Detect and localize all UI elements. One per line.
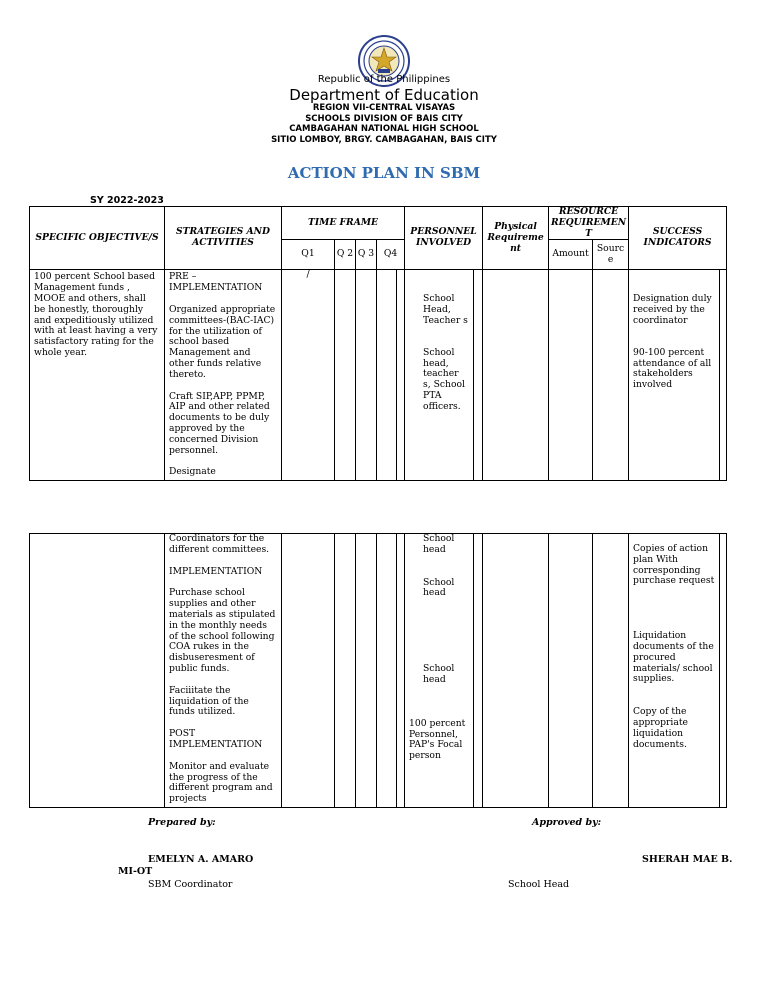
q4-extra-cell <box>397 270 405 481</box>
header-success: SUCCESS INDICATORS <box>629 207 727 270</box>
department-text: Department of Education <box>289 86 479 104</box>
header-q3: Q 3 <box>356 240 377 270</box>
personnel-item: School Head, Teacher s <box>423 293 468 326</box>
personnel-cell-page2 <box>405 534 474 808</box>
header-resource: RESOURCE REQUIREMEN T <box>549 207 629 240</box>
strategy-item: Faciiitate the liquidation of the funds utilized. <box>169 684 249 718</box>
success-cell-page2 <box>629 534 720 808</box>
preparer-name: EMELYN A. AMARO <box>148 854 254 865</box>
strategy-item: Coordinators for the different committees. <box>169 533 270 555</box>
page-title: ACTION PLAN IN SBM <box>287 164 481 182</box>
approver-name: SHERAH MAE B. <box>642 854 733 865</box>
strategy-item: Monitor and evaluate the progress of the different program and projects <box>169 760 273 805</box>
amount-cell <box>549 534 593 808</box>
approver-role: School Head <box>508 879 570 890</box>
action-plan-table-page1 <box>29 206 727 481</box>
strategy-item: PRE – IMPLEMENTATION <box>169 271 263 294</box>
physical-cell <box>483 270 549 481</box>
q4-extra-cell <box>397 534 405 808</box>
source-cell <box>593 534 629 808</box>
q4-cell <box>377 534 397 808</box>
header-q1: Q1 <box>282 240 335 270</box>
strategies-cell-page1 <box>165 270 282 481</box>
strategy-item: Organized appropriate committees-(BAC-IAC) for the utilization of school based Management and other funds relative thereto. <box>169 303 276 380</box>
success-item: Liquidation documents of the procured materials/ school supplies. <box>633 630 714 685</box>
personnel-item: School head <box>423 576 455 599</box>
objective-cell: 100 percent School based Management funds , MOOE and others, shall be honestly, thoroughly and expeditiously utilized with at least having a very satisfactory rating for the whole year. <box>30 270 165 481</box>
address-text: SITIO LOMBOY, BRGY. CAMBAGAHAN, BAIS CITY <box>271 134 497 145</box>
header-physical: Physical Requireme nt <box>483 207 549 270</box>
header-amount: Amount <box>549 240 593 270</box>
amount-cell <box>549 270 593 481</box>
q1-mark: / <box>306 269 310 281</box>
personnel-item: 100 percent Personnel, PAP's Focal person <box>409 717 466 762</box>
header-timeframe: TIME FRAME <box>282 207 405 240</box>
q2-cell <box>335 534 356 808</box>
success-item: 90-100 percent attendance of all stakeholders involved <box>633 346 712 391</box>
header-q4: Q4 <box>377 240 405 270</box>
header-strategies: STRATEGIES AND ACTIVITIES <box>165 207 282 270</box>
region-text: REGION VII-CENTRAL VISAYAS <box>312 103 456 113</box>
personnel-item: School head <box>423 533 455 555</box>
personnel-cell-page1 <box>405 270 474 481</box>
header-source: Sourc e <box>593 240 629 270</box>
q3-cell <box>356 270 377 481</box>
q1-cell <box>282 270 335 481</box>
prepared-by-label: Prepared by: <box>148 817 216 828</box>
school-text: CAMBAGAHAN NATIONAL HIGH SCHOOL <box>289 124 479 134</box>
header-personnel: PERSONNEL INVOLVED <box>405 207 483 270</box>
q3-cell <box>356 534 377 808</box>
source-cell <box>593 270 629 481</box>
q2-cell <box>335 270 356 481</box>
success-item: Copy of the appropriate liquidation documents. <box>633 706 688 750</box>
objective-cell-page2 <box>30 534 165 808</box>
q4-cell <box>377 270 397 481</box>
strategy-item: IMPLEMENTATION <box>169 565 263 577</box>
edge-cell <box>720 534 727 808</box>
division-text: SCHOOLS DIVISION OF BAIS CITY <box>305 113 463 124</box>
personnel-extra-cell <box>474 534 483 808</box>
approved-by-label: Approved by: <box>532 817 602 828</box>
school-year: SY 2022-2023 <box>90 195 164 206</box>
personnel-extra-cell <box>474 270 483 481</box>
success-item: Copies of action plan With corresponding purchase request <box>633 543 715 587</box>
action-plan-table-page2 <box>29 533 727 808</box>
strategies-cell-page2 <box>165 534 282 808</box>
edge-cell <box>720 270 727 481</box>
strategy-item: Designate <box>169 466 216 478</box>
preparer-role: SBM Coordinator <box>148 879 233 890</box>
success-cell-page1 <box>629 270 720 481</box>
physical-cell <box>483 534 549 808</box>
strategy-item: Purchase school supplies and other materials as stipulated in the monthly needs of the school following COA rukes in the disbuseresment of public funds. <box>169 587 276 674</box>
personnel-item: School head, teacher s, School PTA officers. <box>423 346 465 412</box>
success-item: Designation duly received by the coordinator <box>633 293 712 326</box>
header-q2: Q 2 <box>335 240 356 270</box>
q1-cell <box>282 534 335 808</box>
strategy-item: Craft SIP,APP, PPMP, AIP and other related documents to be duly approved by the concerned Division personnel. <box>169 390 270 456</box>
republic-text: Republic of the Philippines <box>317 74 451 85</box>
personnel-item: School head <box>423 663 455 685</box>
strategy-item: POST IMPLEMENTATION <box>169 728 263 750</box>
preparer-suffix: MI-OT <box>118 866 153 877</box>
header-objective: SPECIFIC OBJECTIVE/S <box>30 207 165 270</box>
